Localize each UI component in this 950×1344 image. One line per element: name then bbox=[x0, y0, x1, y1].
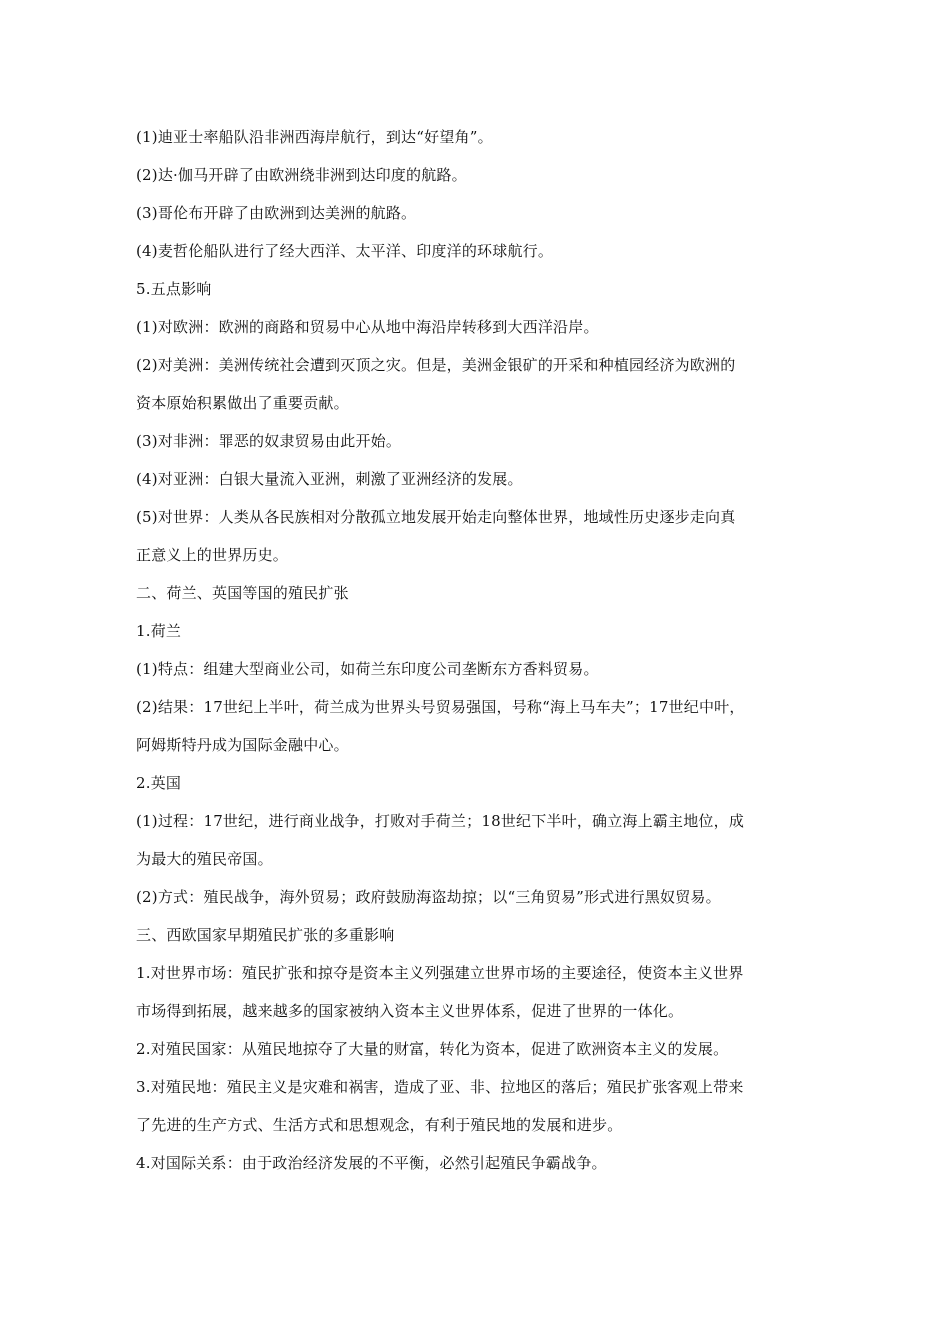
text-line: (1)特点：组建大型商业公司，如荷兰东印度公司垄断东方香料贸易。 bbox=[136, 660, 599, 678]
text-line: (2)结果：17世纪上半叶，荷兰成为世界头号贸易强国，号称“海上马车夫”；17世纪中叶， bbox=[136, 698, 745, 716]
text-line: 阿姆斯特丹成为国际金融中心。 bbox=[136, 736, 349, 754]
section-heading: 二、荷兰、英国等国的殖民扩张 bbox=[136, 584, 349, 602]
text-line: 市场得到拓展，越来越多的国家被纳入资本主义世界体系，促进了世界的一体化。 bbox=[136, 1002, 684, 1020]
section-heading: 三、西欧国家早期殖民扩张的多重影响 bbox=[136, 926, 395, 944]
text-line: (3)对非洲：罪恶的奴隶贸易由此开始。 bbox=[136, 432, 402, 450]
text-line: (1)迪亚士率船队沿非洲西海岸航行，到达“好望角”。 bbox=[136, 128, 493, 146]
subsection-heading: 1.荷兰 bbox=[136, 622, 182, 640]
text-line: (2)对美洲：美洲传统社会遭到灭顶之灾。但是，美洲金银矿的开采和种植园经济为欧洲的 bbox=[136, 356, 736, 374]
text-line: (4)麦哲伦船队进行了经大西洋、太平洋、印度洋的环球航行。 bbox=[136, 242, 554, 260]
subsection-heading: 2.英国 bbox=[136, 774, 182, 792]
text-line: (3)哥伦布开辟了由欧洲到达美洲的航路。 bbox=[136, 204, 417, 222]
text-line: 3.对殖民地：殖民主义是灾难和祸害，造成了亚、非、拉地区的落后；殖民扩张客观上带来 bbox=[136, 1078, 744, 1096]
text-line: 正意义上的世界历史。 bbox=[136, 546, 289, 564]
text-line: (4)对亚洲：白银大量流入亚洲，刺激了亚洲经济的发展。 bbox=[136, 470, 523, 488]
section-heading: 5.五点影响 bbox=[136, 280, 212, 298]
document-body bbox=[136, 118, 816, 1182]
text-line: 资本原始积累做出了重要贡献。 bbox=[136, 394, 349, 412]
text-line: (1)对欧洲：欧洲的商路和贸易中心从地中海沿岸转移到大西洋沿岸。 bbox=[136, 318, 599, 336]
text-line: (5)对世界：人类从各民族相对分散孤立地发展开始走向整体世界，地域性历史逐步走向真 bbox=[136, 508, 736, 526]
text-line: (2)达·伽马开辟了由欧洲绕非洲到达印度的航路。 bbox=[136, 166, 467, 184]
text-line: 了先进的生产方式、生活方式和思想观念，有利于殖民地的发展和进步。 bbox=[136, 1116, 623, 1134]
text-line: (1)过程：17世纪，进行商业战争，打败对手荷兰；18世纪下半叶，确立海上霸主地位，成 bbox=[136, 812, 745, 830]
text-line: 4.对国际关系：由于政治经济发展的不平衡，必然引起殖民争霸战争。 bbox=[136, 1154, 607, 1172]
text-line: 为最大的殖民帝国。 bbox=[136, 850, 273, 868]
text-line: (2)方式：殖民战争，海外贸易；政府鼓励海盗劫掠；以“三角贸易”形式进行黑奴贸易。 bbox=[136, 888, 721, 906]
text-line: 2.对殖民国家：从殖民地掠夺了大量的财富，转化为资本，促进了欧洲资本主义的发展。 bbox=[136, 1040, 729, 1058]
text-line: 1.对世界市场：殖民扩张和掠夺是资本主义列强建立世界市场的主要途径，使资本主义世界 bbox=[136, 964, 744, 982]
